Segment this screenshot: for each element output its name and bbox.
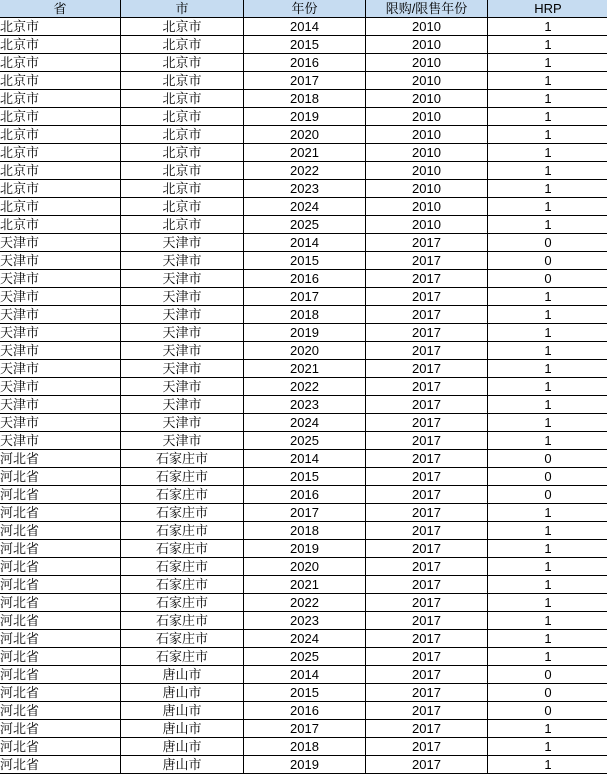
cell-city[interactable]: 石家庄市	[121, 468, 244, 486]
cell-hrp[interactable]: 1	[488, 648, 607, 666]
cell-hrp[interactable]: 1	[488, 396, 607, 414]
cell-year[interactable]: 2017	[244, 720, 366, 738]
cell-restriction-year[interactable]: 2010	[366, 54, 488, 72]
cell-year[interactable]: 2020	[244, 342, 366, 360]
cell-restriction-year[interactable]: 2010	[366, 144, 488, 162]
cell-province[interactable]: 河北省	[0, 450, 121, 468]
cell-restriction-year[interactable]: 2010	[366, 198, 488, 216]
table-row	[0, 306, 607, 324]
cell-year[interactable]: 2019	[244, 540, 366, 558]
table-row	[0, 486, 607, 504]
cell-city[interactable]: 石家庄市	[121, 612, 244, 630]
cell-year[interactable]: 2025	[244, 216, 366, 234]
cell-restriction-year[interactable]: 2010	[366, 90, 488, 108]
cell-city[interactable]: 唐山市	[121, 684, 244, 702]
cell-year[interactable]: 2024	[244, 198, 366, 216]
cell-province[interactable]: 天津市	[0, 252, 121, 270]
cell-province[interactable]: 北京市	[0, 144, 121, 162]
cell-restriction-year[interactable]: 2017	[366, 324, 488, 342]
table-row	[0, 648, 607, 666]
cell-province[interactable]: 河北省	[0, 648, 121, 666]
cell-city[interactable]: 唐山市	[121, 738, 244, 756]
cell-hrp[interactable]: 1	[488, 144, 607, 162]
table-row	[0, 666, 607, 684]
cell-province[interactable]: 北京市	[0, 216, 121, 234]
cell-hrp[interactable]: 1	[488, 108, 607, 126]
cell-hrp[interactable]: 1	[488, 288, 607, 306]
cell-hrp[interactable]: 1	[488, 72, 607, 90]
table-row	[0, 288, 607, 306]
cell-hrp[interactable]: 1	[488, 54, 607, 72]
cell-city[interactable]: 石家庄市	[121, 504, 244, 522]
table-row	[0, 432, 607, 450]
cell-restriction-year[interactable]: 2017	[366, 504, 488, 522]
cell-year[interactable]: 2023	[244, 180, 366, 198]
cell-province[interactable]: 天津市	[0, 306, 121, 324]
cell-city[interactable]: 石家庄市	[121, 648, 244, 666]
cell-year[interactable]: 2016	[244, 54, 366, 72]
cell-restriction-year[interactable]: 2017	[366, 738, 488, 756]
cell-hrp[interactable]: 1	[488, 18, 607, 36]
cell-year[interactable]: 2017	[244, 504, 366, 522]
cell-restriction-year[interactable]: 2010	[366, 36, 488, 54]
cell-year[interactable]: 2016	[244, 702, 366, 720]
cell-hrp[interactable]: 1	[488, 594, 607, 612]
header-cell-province[interactable]: 省	[0, 0, 121, 18]
cell-province[interactable]: 河北省	[0, 558, 121, 576]
cell-city[interactable]: 石家庄市	[121, 522, 244, 540]
cell-city[interactable]: 唐山市	[121, 666, 244, 684]
cell-province[interactable]: 天津市	[0, 288, 121, 306]
cell-restriction-year[interactable]: 2010	[366, 72, 488, 90]
cell-year[interactable]: 2018	[244, 306, 366, 324]
cell-restriction-year[interactable]: 2017	[366, 306, 488, 324]
cell-province[interactable]: 河北省	[0, 684, 121, 702]
cell-year[interactable]: 2018	[244, 522, 366, 540]
cell-hrp[interactable]: 1	[488, 630, 607, 648]
cell-hrp[interactable]: 1	[488, 558, 607, 576]
table-row	[0, 378, 607, 396]
cell-restriction-year[interactable]: 2017	[366, 252, 488, 270]
table-row	[0, 162, 607, 180]
cell-city[interactable]: 北京市	[121, 18, 244, 36]
cell-city[interactable]: 北京市	[121, 54, 244, 72]
cell-province[interactable]: 河北省	[0, 486, 121, 504]
cell-year[interactable]: 2017	[244, 288, 366, 306]
table-row	[0, 612, 607, 630]
cell-restriction-year[interactable]: 2017	[366, 288, 488, 306]
cell-city[interactable]: 天津市	[121, 306, 244, 324]
table-row	[0, 216, 607, 234]
cell-hrp[interactable]: 0	[488, 252, 607, 270]
cell-city[interactable]: 唐山市	[121, 720, 244, 738]
cell-year[interactable]: 2021	[244, 360, 366, 378]
table-row	[0, 468, 607, 486]
cell-hrp[interactable]: 1	[488, 540, 607, 558]
cell-year[interactable]: 2015	[244, 684, 366, 702]
cell-province[interactable]: 北京市	[0, 72, 121, 90]
cell-restriction-year[interactable]: 2010	[366, 108, 488, 126]
cell-province[interactable]: 河北省	[0, 612, 121, 630]
cell-hrp[interactable]: 1	[488, 756, 607, 774]
cell-restriction-year[interactable]: 2017	[366, 270, 488, 288]
cell-hrp[interactable]: 1	[488, 738, 607, 756]
cell-restriction-year[interactable]: 2017	[366, 522, 488, 540]
cell-year[interactable]: 2022	[244, 162, 366, 180]
cell-province[interactable]: 河北省	[0, 756, 121, 774]
cell-hrp[interactable]: 1	[488, 432, 607, 450]
cell-year[interactable]: 2019	[244, 108, 366, 126]
cell-year[interactable]: 2014	[244, 450, 366, 468]
cell-hrp[interactable]: 1	[488, 576, 607, 594]
table-row	[0, 756, 607, 774]
cell-city[interactable]: 石家庄市	[121, 540, 244, 558]
cell-province[interactable]: 河北省	[0, 468, 121, 486]
table-row	[0, 738, 607, 756]
cell-year[interactable]: 2014	[244, 18, 366, 36]
cell-city[interactable]: 北京市	[121, 180, 244, 198]
cell-province[interactable]: 天津市	[0, 342, 121, 360]
cell-restriction-year[interactable]: 2017	[366, 666, 488, 684]
cell-restriction-year[interactable]: 2010	[366, 126, 488, 144]
cell-city[interactable]: 天津市	[121, 432, 244, 450]
table-row	[0, 360, 607, 378]
cell-city[interactable]: 北京市	[121, 126, 244, 144]
cell-restriction-year[interactable]: 2017	[366, 360, 488, 378]
cell-restriction-year[interactable]: 2017	[366, 414, 488, 432]
cell-province[interactable]: 河北省	[0, 702, 121, 720]
cell-restriction-year[interactable]: 2017	[366, 756, 488, 774]
table-row	[0, 594, 607, 612]
cell-restriction-year[interactable]: 2010	[366, 216, 488, 234]
cell-city[interactable]: 天津市	[121, 396, 244, 414]
cell-restriction-year[interactable]: 2010	[366, 18, 488, 36]
cell-year[interactable]: 2025	[244, 648, 366, 666]
cell-city[interactable]: 北京市	[121, 216, 244, 234]
cell-hrp[interactable]: 0	[488, 486, 607, 504]
cell-year[interactable]: 2023	[244, 396, 366, 414]
cell-restriction-year[interactable]: 2017	[366, 720, 488, 738]
cell-hrp[interactable]: 1	[488, 198, 607, 216]
cell-restriction-year[interactable]: 2017	[366, 684, 488, 702]
table-row	[0, 396, 607, 414]
table-row	[0, 144, 607, 162]
cell-province[interactable]: 天津市	[0, 414, 121, 432]
header-cell-hrp[interactable]: HRP	[488, 0, 607, 18]
header-cell-year[interactable]: 年份	[244, 0, 366, 18]
cell-city[interactable]: 北京市	[121, 36, 244, 54]
cell-restriction-year[interactable]: 2017	[366, 630, 488, 648]
cell-city[interactable]: 天津市	[121, 252, 244, 270]
table-row	[0, 126, 607, 144]
cell-restriction-year[interactable]: 2017	[366, 558, 488, 576]
table-row	[0, 36, 607, 54]
cell-restriction-year[interactable]: 2017	[366, 594, 488, 612]
table-row	[0, 108, 607, 126]
cell-year[interactable]: 2018	[244, 738, 366, 756]
cell-city[interactable]: 石家庄市	[121, 558, 244, 576]
table-row	[0, 90, 607, 108]
cell-province[interactable]: 河北省	[0, 504, 121, 522]
cell-year[interactable]: 2020	[244, 126, 366, 144]
cell-hrp[interactable]: 0	[488, 684, 607, 702]
cell-city[interactable]: 北京市	[121, 144, 244, 162]
cell-hrp[interactable]: 1	[488, 522, 607, 540]
cell-city[interactable]: 天津市	[121, 414, 244, 432]
cell-restriction-year[interactable]: 2017	[366, 432, 488, 450]
cell-province[interactable]: 河北省	[0, 576, 121, 594]
cell-city[interactable]: 唐山市	[121, 756, 244, 774]
cell-restriction-year[interactable]: 2010	[366, 162, 488, 180]
cell-hrp[interactable]: 0	[488, 234, 607, 252]
cell-hrp[interactable]: 1	[488, 612, 607, 630]
table-row	[0, 630, 607, 648]
cell-hrp[interactable]: 1	[488, 378, 607, 396]
table-row	[0, 270, 607, 288]
cell-city[interactable]: 天津市	[121, 342, 244, 360]
cell-province[interactable]: 河北省	[0, 720, 121, 738]
cell-city[interactable]: 北京市	[121, 108, 244, 126]
cell-province[interactable]: 河北省	[0, 738, 121, 756]
cell-hrp[interactable]: 0	[488, 702, 607, 720]
table-row	[0, 450, 607, 468]
cell-city[interactable]: 天津市	[121, 288, 244, 306]
cell-restriction-year[interactable]: 2017	[366, 468, 488, 486]
cell-year[interactable]: 2019	[244, 324, 366, 342]
cell-province[interactable]: 北京市	[0, 36, 121, 54]
cell-province[interactable]: 天津市	[0, 396, 121, 414]
cell-province[interactable]: 北京市	[0, 108, 121, 126]
cell-province[interactable]: 天津市	[0, 270, 121, 288]
cell-hrp[interactable]: 1	[488, 162, 607, 180]
cell-year[interactable]: 2016	[244, 270, 366, 288]
table-row	[0, 18, 607, 36]
cell-year[interactable]: 2015	[244, 36, 366, 54]
cell-province[interactable]: 天津市	[0, 324, 121, 342]
cell-city[interactable]: 唐山市	[121, 702, 244, 720]
table-row	[0, 252, 607, 270]
cell-restriction-year[interactable]: 2017	[366, 450, 488, 468]
cell-city[interactable]: 天津市	[121, 324, 244, 342]
cell-year[interactable]: 2023	[244, 612, 366, 630]
cell-year[interactable]: 2016	[244, 486, 366, 504]
cell-city[interactable]: 北京市	[121, 162, 244, 180]
cell-city[interactable]: 北京市	[121, 198, 244, 216]
table-row	[0, 522, 607, 540]
cell-city[interactable]: 天津市	[121, 234, 244, 252]
cell-hrp[interactable]: 1	[488, 36, 607, 54]
cell-hrp[interactable]: 0	[488, 666, 607, 684]
cell-year[interactable]: 2017	[244, 72, 366, 90]
cell-province[interactable]: 河北省	[0, 540, 121, 558]
cell-year[interactable]: 2021	[244, 144, 366, 162]
table-row	[0, 576, 607, 594]
cell-restriction-year[interactable]: 2017	[366, 612, 488, 630]
cell-restriction-year[interactable]: 2017	[366, 378, 488, 396]
cell-city[interactable]: 石家庄市	[121, 450, 244, 468]
header-cell-restriction-year[interactable]: 限购/限售年份	[366, 0, 488, 18]
cell-year[interactable]: 2024	[244, 630, 366, 648]
table-row	[0, 180, 607, 198]
cell-city[interactable]: 天津市	[121, 270, 244, 288]
table-row	[0, 198, 607, 216]
cell-year[interactable]: 2019	[244, 756, 366, 774]
cell-hrp[interactable]: 1	[488, 504, 607, 522]
cell-restriction-year[interactable]: 2017	[366, 648, 488, 666]
table-row	[0, 234, 607, 252]
cell-province[interactable]: 北京市	[0, 198, 121, 216]
cell-city[interactable]: 石家庄市	[121, 594, 244, 612]
cell-city[interactable]: 北京市	[121, 72, 244, 90]
cell-province[interactable]: 天津市	[0, 378, 121, 396]
cell-province[interactable]: 北京市	[0, 126, 121, 144]
cell-hrp[interactable]: 1	[488, 216, 607, 234]
cell-hrp[interactable]: 0	[488, 468, 607, 486]
cell-restriction-year[interactable]: 2017	[366, 702, 488, 720]
cell-year[interactable]: 2022	[244, 594, 366, 612]
table-row	[0, 702, 607, 720]
cell-province[interactable]: 北京市	[0, 54, 121, 72]
cell-hrp[interactable]: 0	[488, 270, 607, 288]
cell-province[interactable]: 北京市	[0, 90, 121, 108]
cell-year[interactable]: 2022	[244, 378, 366, 396]
cell-province[interactable]: 河北省	[0, 666, 121, 684]
table-row	[0, 72, 607, 90]
cell-year[interactable]: 2015	[244, 252, 366, 270]
cell-city[interactable]: 石家庄市	[121, 630, 244, 648]
table-row	[0, 540, 607, 558]
table-row	[0, 342, 607, 360]
cell-restriction-year[interactable]: 2017	[366, 576, 488, 594]
cell-province[interactable]: 天津市	[0, 432, 121, 450]
cell-province[interactable]: 北京市	[0, 162, 121, 180]
cell-restriction-year[interactable]: 2017	[366, 396, 488, 414]
cell-hrp[interactable]: 1	[488, 342, 607, 360]
table-row	[0, 684, 607, 702]
cell-year[interactable]: 2018	[244, 90, 366, 108]
cell-hrp[interactable]: 0	[488, 450, 607, 468]
cell-city[interactable]: 天津市	[121, 378, 244, 396]
cell-province[interactable]: 河北省	[0, 522, 121, 540]
cell-city[interactable]: 石家庄市	[121, 576, 244, 594]
table-row	[0, 324, 607, 342]
cell-hrp[interactable]: 1	[488, 324, 607, 342]
header-row	[0, 0, 607, 18]
table-body	[0, 18, 607, 774]
cell-hrp[interactable]: 1	[488, 720, 607, 738]
cell-year[interactable]: 2020	[244, 558, 366, 576]
cell-hrp[interactable]: 1	[488, 414, 607, 432]
cell-province[interactable]: 河北省	[0, 594, 121, 612]
cell-province[interactable]: 北京市	[0, 180, 121, 198]
table-row	[0, 558, 607, 576]
cell-province[interactable]: 天津市	[0, 360, 121, 378]
cell-restriction-year[interactable]: 2017	[366, 342, 488, 360]
cell-city[interactable]: 北京市	[121, 90, 244, 108]
cell-province[interactable]: 天津市	[0, 234, 121, 252]
cell-year[interactable]: 2014	[244, 666, 366, 684]
cell-year[interactable]: 2014	[244, 234, 366, 252]
cell-year[interactable]: 2015	[244, 468, 366, 486]
cell-year[interactable]: 2021	[244, 576, 366, 594]
cell-city[interactable]: 天津市	[121, 360, 244, 378]
table-row	[0, 504, 607, 522]
cell-hrp[interactable]: 1	[488, 360, 607, 378]
cell-restriction-year[interactable]: 2017	[366, 486, 488, 504]
table-row	[0, 720, 607, 738]
table-row	[0, 414, 607, 432]
header-cell-city[interactable]: 市	[121, 0, 244, 18]
cell-hrp[interactable]: 1	[488, 90, 607, 108]
cell-hrp[interactable]: 1	[488, 126, 607, 144]
cell-hrp[interactable]: 1	[488, 180, 607, 198]
cell-restriction-year[interactable]: 2017	[366, 234, 488, 252]
cell-province[interactable]: 北京市	[0, 18, 121, 36]
cell-year[interactable]: 2024	[244, 414, 366, 432]
cell-hrp[interactable]: 1	[488, 306, 607, 324]
cell-restriction-year[interactable]: 2010	[366, 180, 488, 198]
cell-restriction-year[interactable]: 2017	[366, 540, 488, 558]
cell-year[interactable]: 2025	[244, 432, 366, 450]
cell-province[interactable]: 河北省	[0, 630, 121, 648]
table-row	[0, 54, 607, 72]
cell-city[interactable]: 石家庄市	[121, 486, 244, 504]
